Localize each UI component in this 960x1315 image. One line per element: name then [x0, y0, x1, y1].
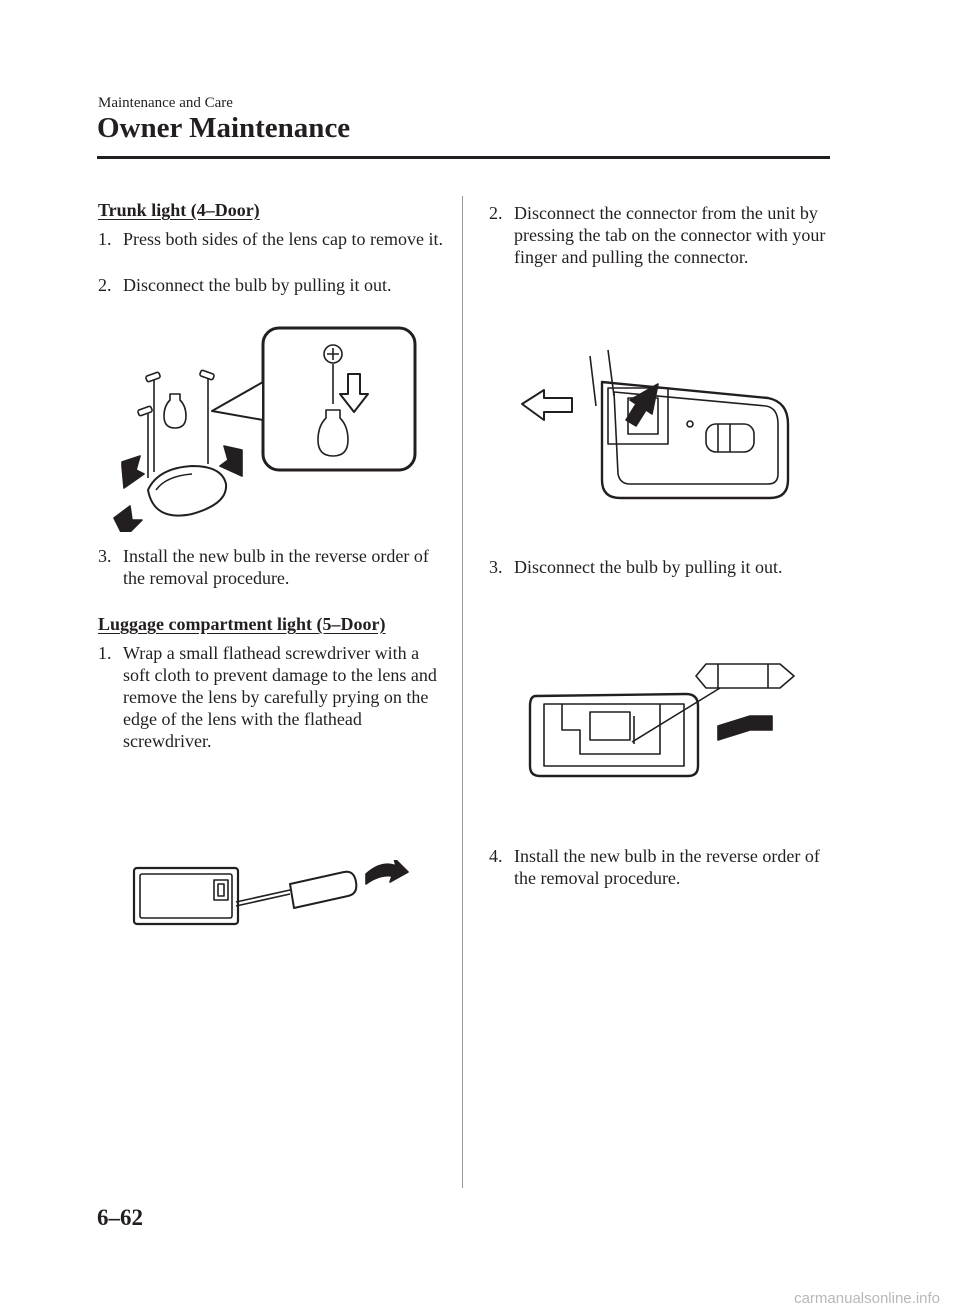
step-text: Install the new bulb in the reverse order of the removal procedure. [123, 546, 429, 588]
bulb-step-4 [489, 845, 834, 889]
connector-step-2 [489, 202, 834, 268]
step-text: Disconnect the connector from the unit by pressing the tab on the connector with your finger and pulling the connector. [514, 203, 826, 267]
step-number: 3. [98, 546, 112, 566]
screwdriver-pry-illustration [130, 860, 410, 930]
header-rule [97, 156, 830, 159]
watermark: carmanualsonline.info [794, 1290, 940, 1307]
step-number: 2. [98, 275, 112, 295]
step-text: Install the new bulb in the reverse order of the removal procedure. [514, 846, 820, 888]
column-divider [462, 196, 463, 1188]
step-text: Disconnect the bulb by pulling it out. [514, 557, 783, 577]
connector-disconnect-illustration [518, 346, 804, 510]
step-number: 3. [489, 557, 503, 577]
trunk-step-3 [98, 545, 443, 589]
page-title: Owner Maintenance [97, 112, 351, 144]
trunk-light-heading: Trunk light (4–Door) [98, 200, 260, 220]
step-text: Wrap a small flathead screwdriver with a soft cloth to prevent damage to the lens and remove the lens by carefully prying on the edge of the lens with the flathead screwdriver. [123, 643, 437, 751]
bulb-removal-illustration [522, 656, 802, 778]
step-number: 4. [489, 846, 503, 866]
step-number: 1. [98, 229, 112, 249]
step-text: Disconnect the bulb by pulling it out. [123, 275, 392, 295]
luggage-step-1 [98, 642, 443, 752]
step-number: 2. [489, 203, 503, 223]
step-text: Press both sides of the lens cap to remove it. [123, 229, 443, 249]
bulb-step-3 [489, 556, 834, 578]
trunk-step-1 [98, 228, 443, 250]
section-label: Maintenance and Care [98, 95, 233, 111]
page-number: 6–62 [97, 1205, 143, 1230]
trunk-step-2 [98, 274, 443, 296]
luggage-light-heading: Luggage compartment light (5–Door) [98, 614, 386, 634]
trunk-light-illustration [108, 322, 420, 532]
step-number: 1. [98, 643, 112, 663]
